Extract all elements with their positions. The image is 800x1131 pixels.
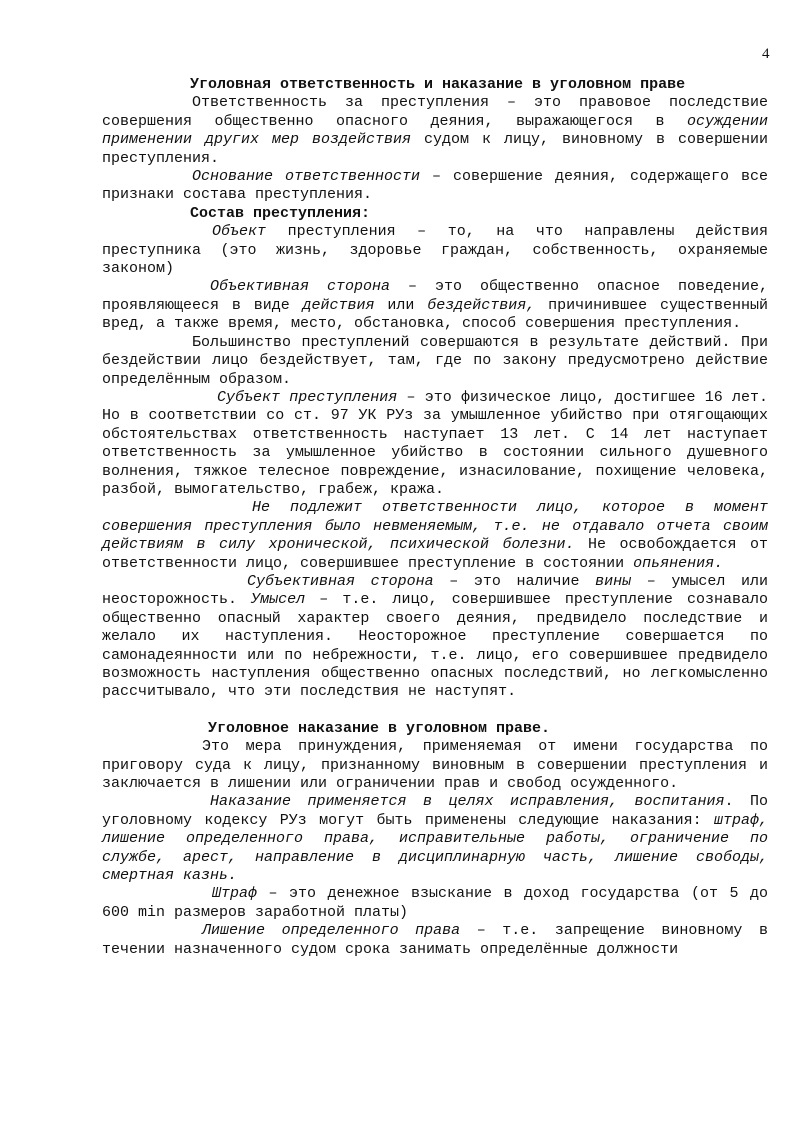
paragraph-punishment-definition: Это мера принуждения, применяемая от имени государства по приговору суда к лицу, признанному виновным в совершении преступления и заключается в лишении или ограничении прав и свобод осужденного. bbox=[102, 738, 768, 793]
italic-term: бездействия, bbox=[427, 296, 536, 314]
italic-term: Штраф bbox=[212, 885, 258, 903]
italic-term: Основание ответственности bbox=[192, 168, 421, 186]
text-run: . По уголовному кодексу РУз могут быть применены следующие наказания: bbox=[102, 793, 768, 829]
document-body bbox=[102, 76, 768, 959]
text-run: – умысел или неосторожность. bbox=[102, 572, 768, 609]
italic-term: штраф, лишение определенного права, исправительные работы, ограничение по службе, арест, направление в дисциплинарную часть, лишение свободы, смертная казнь. bbox=[102, 811, 768, 885]
paragraph-punishment-types bbox=[102, 793, 768, 885]
italic-term: Объективная сторона bbox=[210, 278, 391, 296]
heading-criminal-liability: Уголовная ответственность и наказание в уголовном праве bbox=[190, 76, 686, 93]
italic-term: Умысел bbox=[251, 591, 306, 609]
text-run: Ответственность за преступления – это правовое последствие совершения общественно опасного деяния, выражающегося в bbox=[102, 94, 768, 130]
heading-crime-composition: Состав преступления: bbox=[190, 204, 371, 222]
italic-term: Объект bbox=[212, 223, 267, 241]
text-run: или bbox=[374, 296, 428, 314]
paragraph-liability-definition bbox=[102, 94, 768, 168]
text-run: преступления – то, на что направлены действия преступника (это жизнь, здоровье граждан, собственность, охраняемые законом) bbox=[102, 223, 768, 278]
text-run: – т.е. запрещение виновному в течении назначенного судом срока занимать определённые должности bbox=[102, 922, 768, 958]
text-run: – т.е. лицо, совершившее преступление сознавало общественно опасный характер своего деяния, предвидело последствие и желало их наступления. Неосторожное преступление совершается по самонадеянности или по небрежности, т.е. лицо, его совершившее предвидело возможность наступления общественно опасных последствий, но легкомысленно рассчитывало, что эти последствия не наступят. bbox=[102, 591, 768, 701]
paragraph-liability-basis bbox=[102, 168, 768, 205]
paragraph-fine bbox=[102, 885, 768, 922]
text-run: – это наличие bbox=[433, 572, 596, 590]
heading-criminal-punishment: Уголовное наказание в уголовном праве. bbox=[208, 719, 551, 737]
paragraph-object bbox=[102, 223, 768, 278]
italic-term: действия bbox=[302, 296, 375, 314]
italic-term: Лишение определенного права bbox=[202, 922, 461, 940]
italic-term: Субъект преступления bbox=[217, 388, 398, 406]
page-number: 4 bbox=[762, 46, 770, 62]
paragraph-deprivation-of-right bbox=[102, 922, 768, 959]
text-run: – совершение деяния, содержащего все признаки состава преступления. bbox=[102, 168, 768, 204]
italic-term: опьянения. bbox=[633, 554, 724, 572]
text-run: – это денежное взыскание в доход государства (от 5 до 600 min размеров заработной платы) bbox=[102, 885, 768, 921]
text-run: Не освобождается от ответственности лицо, совершившее преступление в состоянии bbox=[102, 536, 769, 572]
italic-term: Наказание применяется в целях исправления, воспитания bbox=[210, 793, 725, 811]
italic-term: Субъективная сторона bbox=[247, 572, 434, 590]
text-run: – это физическое лицо, достигшее 16 лет. Но в соответствии со ст. 97 УК РУз за умышленное убийство при отягощающих обстоятельствах ответственность наступает 13 лет. С 14 лет наступает ответственность за умышленное убийство в состоянии сильного душевного волнения, тяжкое телесное повреждение, изнасилование, похищение человека, разбой, вымогательство, грабеж, кража. bbox=[102, 388, 769, 498]
paragraph-action-inaction: Большинство преступлений совершаются в результате действий. При бездействии лицо бездействует, там, где по закону предусмотрено действие определённым образом. bbox=[102, 333, 768, 388]
italic-term: осуждении применении других мер воздействия bbox=[102, 112, 768, 149]
text-run: причинившее существенный вред, а также время, место, обстановка, способ совершения преступления. bbox=[102, 296, 768, 333]
italic-term: вины bbox=[595, 572, 632, 590]
text-run: – это общественно опасное поведение, проявляющееся в виде bbox=[102, 278, 768, 314]
text-run: судом к лицу, виновному в совершении преступления. bbox=[102, 131, 768, 167]
italic-term: Не подлежит ответственности лицо, которое в момент совершения преступления было невменяемым, т.е. не отдавало отчета своим действиям в силу хронической, психической болезни. bbox=[102, 499, 768, 554]
paragraph-objective-side bbox=[102, 278, 768, 333]
paragraph-insanity bbox=[102, 499, 768, 573]
paragraph-subjective-side bbox=[102, 573, 768, 702]
paragraph-subject bbox=[102, 389, 768, 499]
